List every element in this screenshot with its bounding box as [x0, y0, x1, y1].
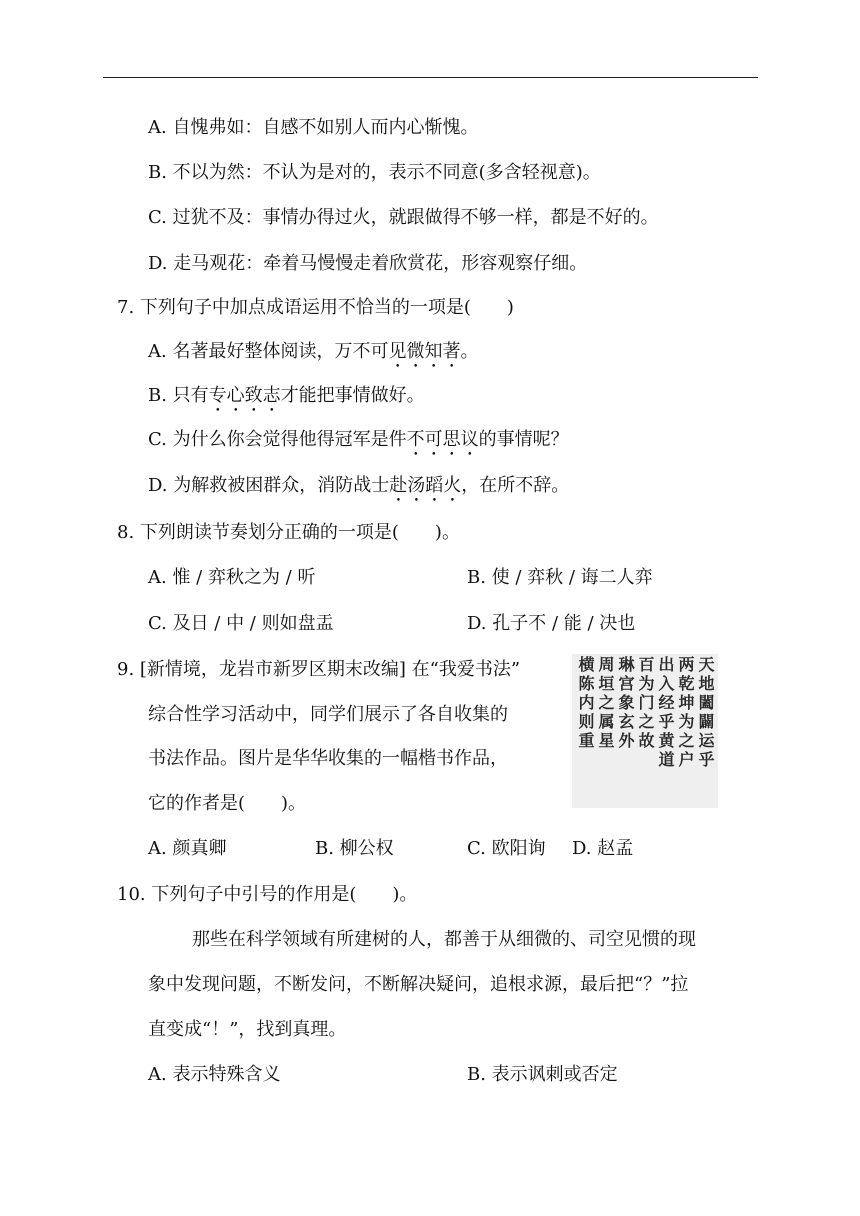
q10-passage-line1: 那些在科学领域有所建树的人，都善于从细微的、司空见惯的现	[192, 929, 696, 950]
q7-option-b	[148, 385, 425, 416]
q10-passage-line2: 象中发现问题，不断发问，不断解决疑问，追根求源，最后把“？”拉	[148, 974, 689, 995]
q7-c-pre: C. 为什么你会觉得他得冠军是件	[148, 429, 407, 450]
q7-b-idiom: 专心致志	[208, 385, 281, 406]
q6-option-d: D. 走马观花：牵着马慢慢走着欣赏花，形容观察仔细。	[148, 253, 588, 274]
q9-stem-line4: 它的作者是( )。	[148, 793, 307, 814]
q7-a-idiom: 见微知著	[388, 341, 461, 362]
calligraphy-column: 两乾坤为之户	[676, 656, 695, 770]
q8-option-a: A. 惟 / 弈秋之为 / 听	[148, 567, 316, 588]
q7-d-idiom: 赴汤蹈火	[389, 475, 462, 496]
q7-option-a	[148, 341, 478, 372]
q7-option-c	[148, 429, 569, 460]
q7-c-post: 的事情呢？	[478, 429, 569, 450]
calligraphy-image	[572, 654, 718, 808]
calligraphy-column: 周垣之属星	[596, 656, 615, 751]
q7-b-post: 才能把事情做好。	[280, 385, 425, 406]
calligraphy-column: 天地闔闢运乎	[696, 656, 715, 770]
q7-b-pre: B. 只有	[148, 385, 209, 406]
calligraphy-column: 琳宫象玄外	[616, 656, 635, 751]
q7-option-d	[148, 475, 569, 506]
q9-option-c: C. 欧阳询	[467, 838, 546, 859]
header-rule	[103, 77, 758, 78]
q6-option-c: C. 过犹不及：事情办得过火，就跟做得不够一样，都是不好的。	[148, 207, 659, 228]
q7-c-idiom: 不可思议	[406, 429, 479, 450]
q9-stem-line3: 书法作品。图片是华华收集的一幅楷书作品，	[148, 748, 508, 769]
q10-stem: 10. 下列句子中引号的作用是( )。	[117, 884, 418, 905]
q8-stem: 8. 下列朗读节奏划分正确的一项是( )。	[117, 522, 460, 543]
q8-option-d: D. 孔子不 / 能 / 决也	[467, 613, 636, 634]
q8-option-b: B. 使 / 弈秋 / 诲二人弈	[467, 567, 653, 588]
q6-option-b: B. 不以为然：不认为是对的，表示不同意(多含轻视意)。	[148, 162, 601, 183]
q6-option-a: A. 自愧弗如：自感不如别人而内心惭愧。	[148, 117, 479, 138]
q7-d-post: ，在所不辞。	[461, 475, 570, 496]
q7-stem: 7. 下列句子中加点成语运用不恰当的一项是( )	[117, 297, 514, 318]
q10-option-b: B. 表示讽刺或否定	[467, 1064, 618, 1085]
q9-stem-line2: 综合性学习活动中，同学们展示了各自收集的	[148, 704, 508, 725]
q9-stem-line1: 9. [新情境，龙岩市新罗区期末改编] 在“我爱书法”	[117, 659, 521, 680]
q7-d-pre: D. 为解救被困群众，消防战士	[148, 475, 390, 496]
q7-a-post: 。	[460, 341, 479, 362]
calligraphy-column: 横陈内则重	[576, 656, 595, 751]
q9-option-d: D. 赵孟	[572, 838, 634, 859]
q10-option-a: A. 表示特殊含义	[148, 1064, 281, 1085]
q10-passage-line3: 直变成“！”，找到真理。	[148, 1019, 347, 1040]
q9-option-b: B. 柳公权	[315, 838, 394, 859]
q9-option-a: A. 颜真卿	[148, 838, 227, 859]
calligraphy-column: 出入经乎黄道	[656, 656, 675, 770]
q8-option-c: C. 及日 / 中 / 则如盘盂	[148, 613, 334, 634]
calligraphy-column: 百为门之故	[636, 656, 655, 751]
q7-a-pre: A. 名著最好整体阅读，万不可	[148, 341, 389, 362]
